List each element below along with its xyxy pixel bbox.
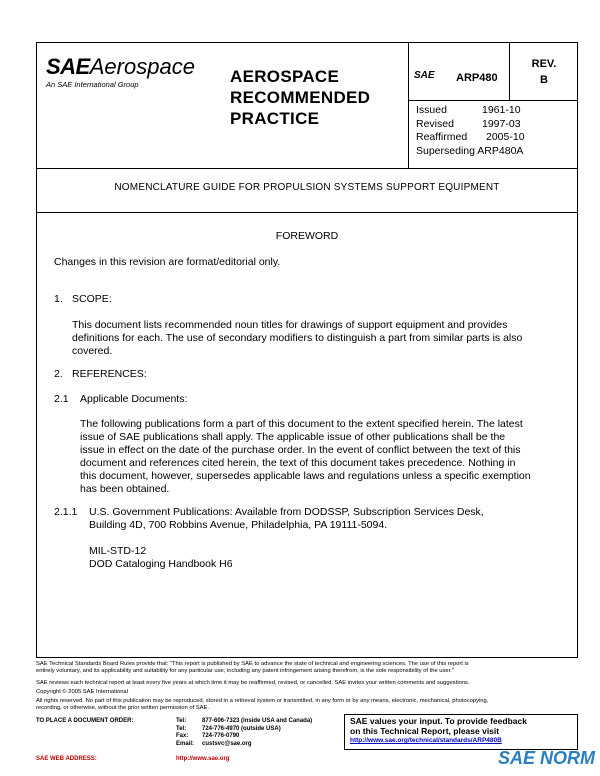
footer-line: entirely voluntary, and its applicability and suitability for any particular use, including any patent infringement arising therefrom, is the sole responsibility of the user.": [36, 668, 454, 675]
section-number: 2.: [54, 368, 63, 380]
sae-mini-logo: SAE: [414, 70, 435, 81]
history-superseding: Superseding ARP480A: [416, 144, 524, 157]
feedback-line: SAE values your input. To provide feedback: [350, 716, 527, 726]
paragraph-line: has been obtained.: [80, 483, 170, 495]
revision-cell: [510, 56, 578, 88]
title-divider: [36, 212, 578, 213]
order-label: TO PLACE A DOCUMENT ORDER:: [36, 718, 134, 724]
web-address-link[interactable]: http://www.sae.org: [176, 756, 230, 762]
section-title: Applicable Documents:: [80, 393, 188, 405]
paragraph-line: The following publications form a part of this document to the extent specified herein. The latest: [80, 418, 523, 430]
feedback-link[interactable]: http://www.sae.org/technical/standards/ARP480B: [350, 737, 502, 744]
history-issued: [416, 104, 525, 118]
document-type: [230, 66, 370, 129]
paragraph-line: this document, however, supersedes applicable laws and regulations unless a specific exemption: [80, 470, 531, 482]
gov-document-list: [89, 545, 233, 571]
logo-tagline: An SAE International Group: [46, 80, 139, 89]
footer-copyright: Copyright © 2005 SAE International: [36, 689, 128, 695]
history-revised: [416, 118, 525, 132]
footer-rules: [36, 661, 581, 676]
contact-label: Fax:: [176, 733, 189, 739]
section-title: REFERENCES:: [72, 368, 147, 380]
feedback-line: on this Technical Report, please visit: [350, 726, 500, 736]
contact-row: [176, 733, 312, 741]
paragraph-line: U.S. Government Publications: Available from DODSSP, Subscription Services Desk,: [89, 506, 484, 518]
history-value: 1997-03: [482, 117, 521, 130]
contact-value[interactable]: 877-606-7323 (inside USA and Canada): [202, 718, 313, 724]
footer-rights: [36, 698, 488, 713]
footer-line: SAE Technical Standards Board Rules provide that: "This report is published by SAE to advance the state of technical and engineering sciences. The use of this report is: [36, 661, 469, 667]
doctype-line-3: PRACTICE: [230, 109, 320, 128]
contact-label: Email:: [176, 740, 195, 747]
history-label: Revised: [416, 117, 454, 130]
doctype-line-1: AEROSPACE: [230, 67, 340, 86]
contact-label: Tel:: [176, 718, 187, 724]
footer-line: All rights reserved. No part of this publication may be reproduced, stored in a retrieval system or transmitted, in any form or by any means, electronic, mechanical, photocopying,: [36, 698, 489, 704]
logo-sae-text: SAE: [46, 54, 90, 79]
paragraph-line: issue in effect on the date of the purchase order. In the event of conflict between the text of this: [80, 444, 521, 456]
section-number: 2.1.1: [54, 506, 78, 518]
paragraph-line: definitions for each. The use of secondary modifiers to distinguish a part from similar parts is also: [72, 332, 523, 344]
foreword-text: Changes in this revision are format/editorial only.: [54, 256, 281, 268]
revision-history: [416, 104, 525, 158]
history-reaffirmed: [416, 131, 525, 145]
logo-aerospace-text: Aerospace: [89, 54, 195, 79]
header-divider: [36, 168, 578, 169]
footer-line: recording, or otherwise, without the prior written permission of SAE.: [36, 705, 210, 712]
footer-review: SAE reviews each technical report at least every five years at which time it may be reaffirmed, revised, or cancelled. SAE invites your written comments and suggestions.: [36, 680, 470, 686]
docno-row-divider: [408, 100, 578, 101]
sae-norm-watermark: SAE NORM: [498, 748, 596, 768]
history-label: Issued: [416, 104, 447, 116]
contact-label: Tel:: [176, 725, 187, 732]
doctype-line-2: RECOMMENDED: [230, 88, 371, 107]
history-label: Reaffirmed: [416, 131, 468, 143]
contact-value[interactable]: custsvc@sae.org: [202, 740, 252, 747]
applicable-paragraph: [80, 418, 531, 496]
list-item: MIL-STD-12: [89, 545, 147, 557]
contact-list: [176, 718, 312, 748]
contact-row: [176, 726, 312, 734]
scope-paragraph: [72, 319, 522, 358]
list-item: DOD Cataloging Handbook H6: [89, 558, 233, 570]
web-address-label: SAE WEB ADDRESS:: [36, 756, 97, 762]
history-value: 1961-10: [482, 104, 521, 116]
section-title: SCOPE:: [72, 293, 112, 305]
foreword-heading: FOREWORD: [275, 230, 339, 242]
gov-publications: [89, 506, 484, 532]
paragraph-line: covered.: [72, 345, 113, 357]
rev-label: REV.: [531, 58, 557, 70]
document-title: NOMENCLATURE GUIDE FOR PROPULSION SYSTEMS SUPPORT EQUIPMENT: [114, 182, 500, 193]
contact-row: [176, 741, 312, 749]
history-value: 2005-10: [486, 131, 525, 143]
contact-row: [176, 718, 312, 726]
document-number: ARP480: [456, 72, 498, 84]
section-number: 1.: [54, 293, 63, 305]
paragraph-line: document and references cited herein, the text of this document takes precedence. Nothing in: [80, 457, 516, 469]
feedback-text: [350, 716, 527, 746]
paragraph-line: Building 4D, 700 Robbins Avenue, Philadelphia, PA 19111-5094.: [89, 519, 388, 531]
paragraph-line: This document lists recommended noun titles for drawings of support equipment and provides: [72, 319, 508, 331]
rev-value: B: [540, 74, 548, 86]
sae-aerospace-logo: [46, 54, 195, 80]
section-number: 2.1: [54, 393, 69, 405]
contact-value[interactable]: 724-776-4970 (outside USA): [202, 725, 281, 732]
header-col-divider: [408, 42, 409, 168]
contact-value[interactable]: 724-776-0790: [202, 733, 240, 739]
paragraph-line: issue of SAE publications shall apply. The applicable issue of other publications shall be the: [80, 431, 506, 443]
